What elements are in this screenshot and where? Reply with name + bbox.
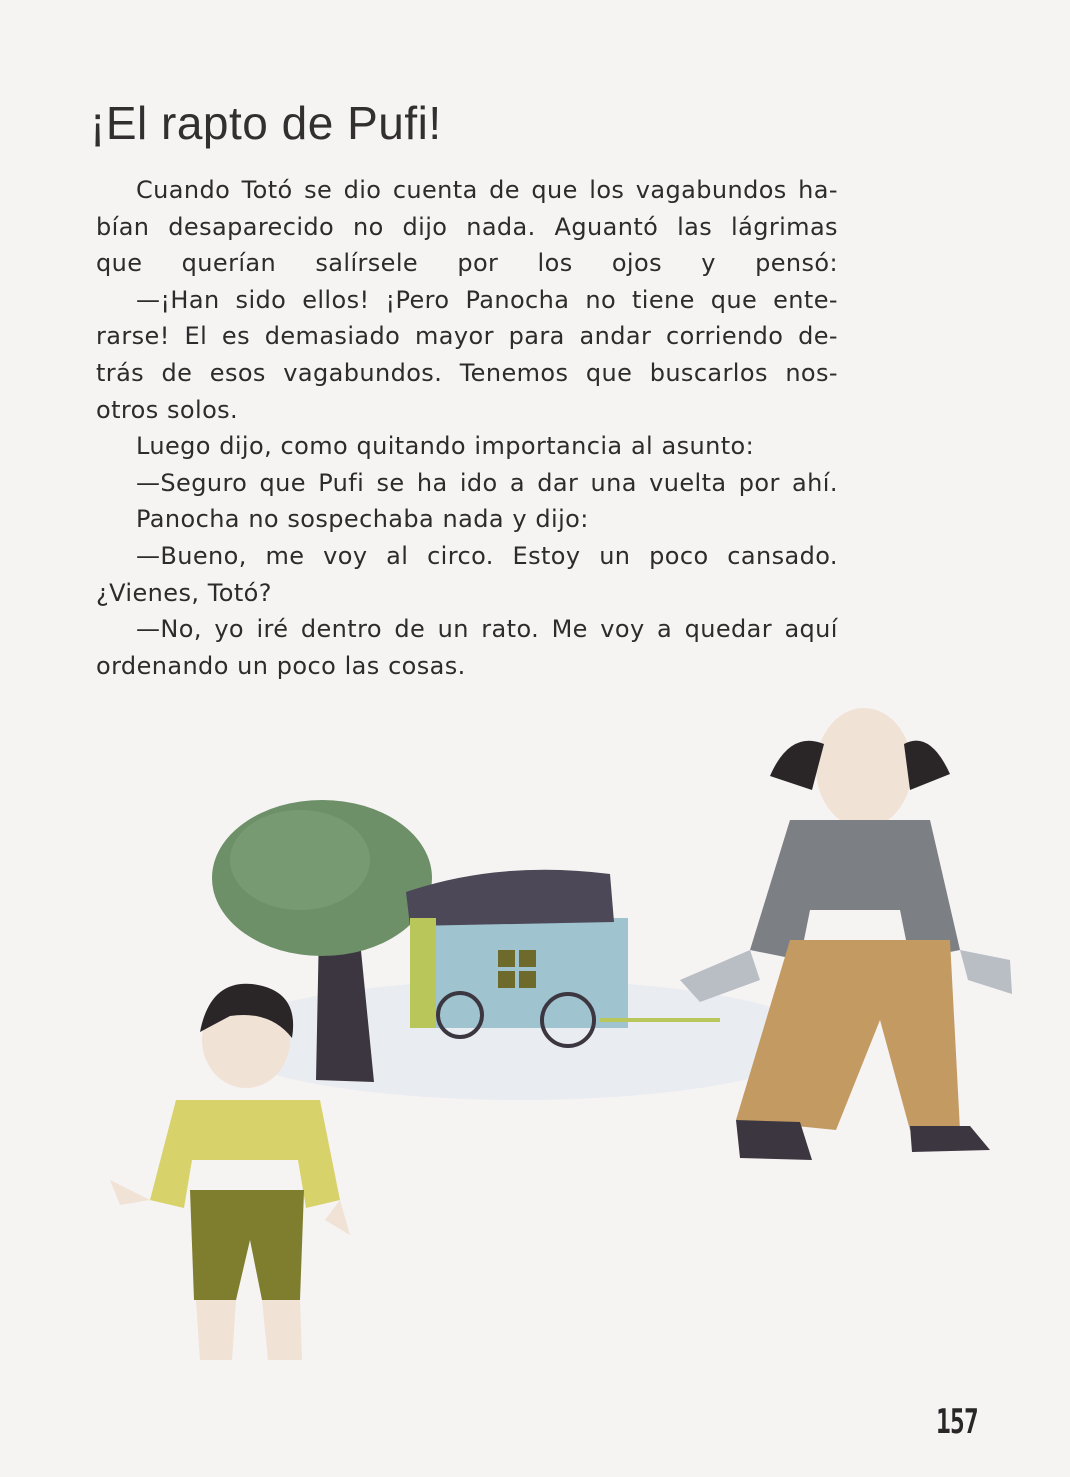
- word: a: [657, 615, 673, 644]
- word: ¡Pero: [385, 285, 450, 314]
- word: lágrimas: [731, 212, 838, 241]
- word: pensó:: [755, 249, 838, 278]
- text-line: [96, 245, 838, 282]
- story-illustration: [0, 660, 1070, 1420]
- word: Cuando: [136, 176, 231, 204]
- word: se: [304, 176, 333, 204]
- word: Totó: [241, 176, 293, 204]
- text-line: [96, 392, 838, 429]
- word: Luego: [136, 432, 211, 461]
- text-line: [96, 538, 838, 575]
- word: asunto:: [661, 432, 755, 461]
- word: voy: [323, 541, 368, 570]
- word: me: [265, 541, 305, 570]
- word: desaparecido: [168, 212, 335, 241]
- word: El: [184, 322, 208, 351]
- word: que: [259, 468, 306, 497]
- text-line: [96, 355, 838, 392]
- word: que: [531, 176, 578, 204]
- word: dar: [537, 468, 579, 497]
- word: Me: [551, 615, 588, 644]
- word: —Seguro: [136, 468, 248, 497]
- word: cuenta: [392, 176, 478, 204]
- word: Panocha: [465, 285, 570, 314]
- word: aquí: [784, 615, 838, 644]
- word: bían: [96, 212, 150, 241]
- word: ha-: [798, 176, 838, 204]
- word: mayor: [415, 322, 494, 351]
- word: cansado.: [727, 541, 838, 570]
- word: ente-: [773, 285, 838, 314]
- word: andar: [579, 322, 652, 351]
- word: poco: [276, 651, 337, 680]
- story-text: [96, 172, 838, 684]
- word: se: [376, 468, 405, 497]
- word: vagabundos: [635, 176, 787, 204]
- word: dijo,: [219, 432, 273, 461]
- word: de-: [798, 322, 838, 351]
- text-line: [96, 172, 838, 209]
- word: dijo: [402, 212, 448, 241]
- word: los: [589, 176, 625, 204]
- text-line: [96, 501, 838, 538]
- word: Totó?: [207, 578, 272, 607]
- word: ¿Vienes,: [96, 578, 200, 607]
- word: a: [509, 468, 525, 497]
- word: salírsele: [315, 249, 419, 278]
- word: quedar: [684, 615, 772, 644]
- word: y: [701, 249, 716, 278]
- word: una: [590, 468, 637, 497]
- word: importancia: [474, 432, 623, 461]
- word: de: [489, 176, 520, 204]
- word: no: [352, 212, 384, 241]
- word: de: [161, 358, 193, 387]
- word: quitando: [356, 432, 467, 461]
- word: es: [221, 322, 250, 351]
- man-panocha-icon: [680, 708, 1012, 1160]
- word: —Bueno,: [136, 541, 247, 570]
- word: esos: [209, 358, 266, 387]
- word: ellos!: [302, 285, 370, 314]
- word: ojos: [611, 249, 662, 278]
- word: para: [508, 322, 565, 351]
- word: y: [512, 505, 528, 534]
- word: dentro: [300, 615, 382, 644]
- word: ordenando: [96, 651, 229, 680]
- word: rarse!: [96, 322, 170, 351]
- word: no: [585, 285, 617, 314]
- word: que: [96, 249, 143, 278]
- word: que: [585, 358, 633, 387]
- word: un: [599, 541, 631, 570]
- word: otros: [96, 395, 159, 424]
- word: poco: [649, 541, 709, 570]
- page-title: ¡El rapto de Pufi!: [90, 97, 442, 149]
- word: cosas.: [388, 651, 466, 680]
- word: buscarlos: [649, 358, 768, 387]
- text-line: [96, 465, 838, 502]
- text-line: [96, 575, 838, 612]
- word: sido: [235, 285, 287, 314]
- word: nada.: [466, 212, 536, 241]
- word: ahí.: [792, 468, 838, 497]
- word: voy: [600, 615, 645, 644]
- word: las: [344, 651, 380, 680]
- word: de: [394, 615, 426, 644]
- word: iré: [256, 615, 289, 644]
- word: ido: [459, 468, 498, 497]
- word: nos-: [785, 358, 838, 387]
- word: los: [537, 249, 573, 278]
- word: dijo:: [535, 505, 589, 534]
- word: rato.: [481, 615, 540, 644]
- text-line: [96, 209, 838, 246]
- text-line: [96, 428, 838, 465]
- word: yo: [214, 615, 244, 644]
- word: tiene: [631, 285, 695, 314]
- word: nada: [442, 505, 505, 534]
- text-line: [96, 282, 838, 319]
- word: solos.: [167, 395, 239, 424]
- word: por: [457, 249, 499, 278]
- text-line: [96, 611, 838, 648]
- word: ha: [416, 468, 448, 497]
- word: por: [738, 468, 780, 497]
- word: que: [710, 285, 758, 314]
- word: demasiado: [264, 322, 401, 351]
- word: —¡Han: [136, 285, 220, 314]
- wagon-icon: [406, 870, 720, 1046]
- word: al: [386, 541, 409, 570]
- word: vuelta: [649, 468, 727, 497]
- word: Tenemos: [459, 358, 569, 387]
- word: dio: [343, 176, 382, 204]
- word: las: [677, 212, 713, 241]
- word: Estoy: [512, 541, 581, 570]
- word: circo.: [427, 541, 494, 570]
- word: corriendo: [666, 322, 784, 351]
- word: al: [630, 432, 654, 461]
- word: querían: [181, 249, 277, 278]
- word: —No,: [136, 615, 202, 644]
- word: sospechaba: [287, 505, 435, 534]
- word: Aguantó: [554, 212, 659, 241]
- word: un: [437, 615, 469, 644]
- page-number: 157: [936, 1402, 979, 1442]
- word: no: [248, 505, 280, 534]
- word: Pufi: [318, 468, 365, 497]
- word: un: [237, 651, 269, 680]
- word: vagabundos.: [283, 358, 443, 387]
- word: como: [280, 432, 349, 461]
- text-line: [96, 318, 838, 355]
- word: Panocha: [136, 505, 240, 534]
- word: trás: [96, 358, 145, 387]
